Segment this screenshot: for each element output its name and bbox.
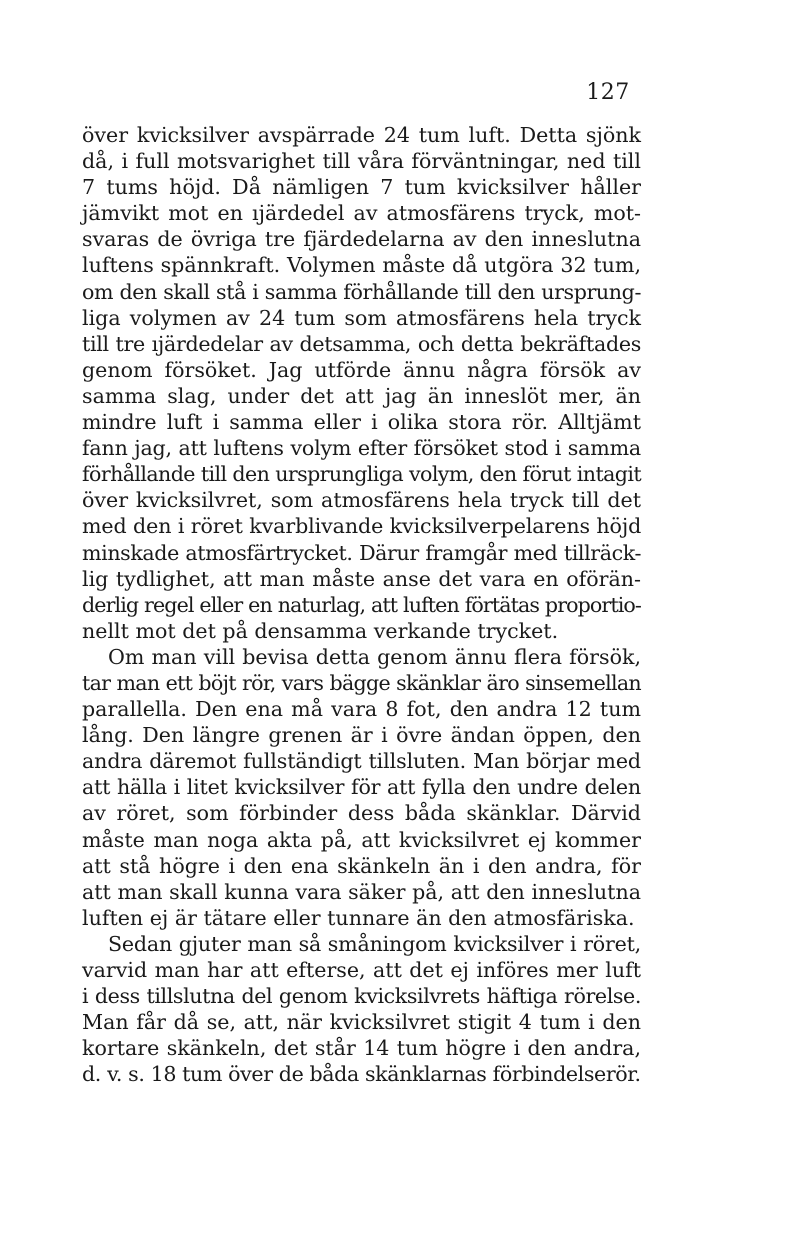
text-line: till tre ıjärdedelar av detsamma, och detta bekräftades: [82, 331, 641, 356]
text-line: jämvikt mot en ıjärdedel av atmosfärens tryck, mot-: [82, 201, 641, 226]
text-line: måste man noga akta på, att kvicksilvret ej kommer: [82, 827, 641, 852]
text-line: att man skall kunna vara säker på, att den inneslutna: [82, 879, 641, 904]
text-line: liga volymen av 24 tum som atmosfärens hela tryck: [82, 305, 641, 330]
text-line: i dess tillslutna del genom kvicksilvrets häftiga rörelse.: [82, 984, 641, 1009]
text-line: lig tydlighet, att man måste anse det vara en oförän-: [82, 566, 641, 591]
text-line: luftens spännkraft. Volymen måste då utgöra 32 tum,: [82, 253, 641, 278]
text-line: över kvicksilvret, som atmosfärens hela tryck till det: [82, 488, 641, 513]
text-line: att hälla i litet kvicksilver för att fylla den undre delen: [82, 775, 641, 800]
text-line: av röret, som förbinder dess båda skänklar. Därvid: [82, 801, 641, 826]
paragraph-3: [82, 931, 641, 1088]
text-line: att stå högre i den ena skänkeln än i den andra, för: [82, 853, 641, 878]
body-text: [82, 122, 641, 1087]
text-line: kortare skänkeln, det står 14 tum högre i den andra,: [82, 1036, 641, 1061]
page-number: 127: [586, 80, 630, 105]
text-line: varvid man har att efterse, att det ej införes mer luft: [82, 958, 641, 982]
text-line: över kvicksilver avspärrade 24 tum luft. Detta sjönk: [82, 123, 641, 147]
text-line: d. v. s. 18 tum över de båda skänklarnas förbindelserör.: [82, 1062, 641, 1087]
text-line: minskade atmosfärtrycket. Därur framgår med tillräck-: [82, 540, 641, 565]
text-line: fann jag, att luftens volym efter försöket stod i samma: [82, 436, 641, 461]
text-line: Om man vill bevisa detta genom ännu flera försök,: [108, 644, 641, 669]
text-line: förhållande till den ursprungliga volym, den förut intagit: [82, 462, 642, 487]
paragraph-2: [82, 644, 641, 931]
text-line: 7 tums höjd. Då nämligen 7 tum kvicksilver håller: [82, 175, 641, 200]
text-line: tar man ett böjt rör, vars bägge skänklar äro sinsemellan: [82, 670, 641, 695]
text-line: Man får då se, att, när kvicksilvret stigit 4 tum i den: [82, 1010, 641, 1035]
text-line: derlig regel eller en naturlag, att luften förtätas proportio-: [82, 592, 641, 617]
text-line: svaras de övriga tre fjärdedelarna av den inneslutna: [82, 227, 641, 252]
text-line: med den i röret kvarblivande kvicksilverpelarens höjd: [82, 514, 642, 539]
text-line: andra däremot fullständigt tillsluten. Man börjar med: [82, 749, 641, 774]
text-line: om den skall stå i samma förhållande till den ursprung-: [82, 279, 641, 304]
text-line: parallella. Den ena må vara 8 fot, den andra 12 tum: [82, 697, 641, 722]
text-line: samma slag, under det att jag än inneslöt mer, än: [82, 383, 641, 408]
text-line: då, i full motsvarighet till våra förväntningar, ned till: [82, 149, 641, 174]
paragraph-1: [82, 122, 641, 644]
text-line: lång. Den längre grenen är i övre ändan öppen, den: [82, 723, 641, 748]
text-line: nellt mot det på densamma verkande trycket.: [82, 618, 559, 643]
text-line: Sedan gjuter man så småningom kvicksilver i röret,: [108, 931, 641, 956]
text-line: mindre luft i samma eller i olika stora rör. Alltjämt: [82, 410, 641, 435]
text-line: luften ej är tätare eller tunnare än den atmosfäriska.: [82, 905, 635, 930]
text-line: genom försöket. Jag utförde ännu några försök av: [82, 357, 641, 382]
